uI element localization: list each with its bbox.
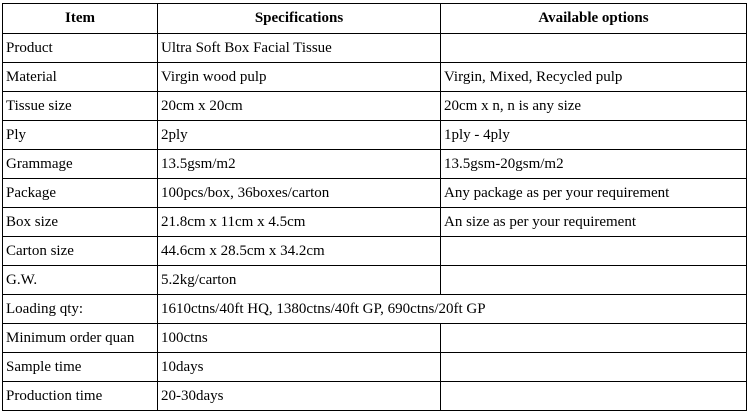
options-cell: [441, 353, 747, 382]
spec-cell: Ultra Soft Box Facial Tissue: [158, 34, 441, 63]
item-cell: Production time: [3, 382, 158, 411]
table-row: [3, 63, 747, 92]
options-cell: [441, 34, 747, 63]
header-row: [3, 4, 747, 34]
spec-cell: 100pcs/box, 36boxes/carton: [158, 179, 441, 208]
item-cell: Grammage: [3, 150, 158, 179]
spec-cell: 1610ctns/40ft HQ, 1380ctns/40ft GP, 690ctns/20ft GP: [158, 295, 747, 324]
header-item: Item: [3, 4, 158, 34]
spec-cell: 21.8cm x 11cm x 4.5cm: [158, 208, 441, 237]
options-cell: [441, 324, 747, 353]
spec-cell: 13.5gsm/m2: [158, 150, 441, 179]
item-cell: Product: [3, 34, 158, 63]
item-cell: Ply: [3, 121, 158, 150]
table-row: [3, 121, 747, 150]
spec-cell: 5.2kg/carton: [158, 266, 441, 295]
table-row: [3, 324, 747, 353]
options-cell: Virgin, Mixed, Recycled pulp: [441, 63, 747, 92]
item-cell: Box size: [3, 208, 158, 237]
item-cell: Package: [3, 179, 158, 208]
options-cell: 20cm x n, n is any size: [441, 92, 747, 121]
options-cell: [441, 237, 747, 266]
table-row: [3, 92, 747, 121]
item-cell: Loading qty:: [3, 295, 158, 324]
spec-cell: 44.6cm x 28.5cm x 34.2cm: [158, 237, 441, 266]
table-row: [3, 34, 747, 63]
options-cell: Any package as per your requirement: [441, 179, 747, 208]
options-cell: An size as per your requirement: [441, 208, 747, 237]
item-cell: Sample time: [3, 353, 158, 382]
table-row: [3, 179, 747, 208]
options-cell: 1ply - 4ply: [441, 121, 747, 150]
options-cell: [441, 266, 747, 295]
header-specifications: Specifications: [158, 4, 441, 34]
item-cell: Carton size: [3, 237, 158, 266]
table-row: [3, 295, 747, 324]
item-cell: Minimum order quan: [3, 324, 158, 353]
spec-cell: 20-30days: [158, 382, 441, 411]
spec-cell: Virgin wood pulp: [158, 63, 441, 92]
options-cell: 13.5gsm-20gsm/m2: [441, 150, 747, 179]
table-row: [3, 382, 747, 411]
table-row: [3, 150, 747, 179]
spec-cell: 2ply: [158, 121, 441, 150]
item-cell: G.W.: [3, 266, 158, 295]
table-row: [3, 353, 747, 382]
spec-cell: 20cm x 20cm: [158, 92, 441, 121]
table-row: [3, 266, 747, 295]
spec-cell: 10days: [158, 353, 441, 382]
header-available-options: Available options: [441, 4, 747, 34]
options-cell: [441, 382, 747, 411]
table-row: [3, 208, 747, 237]
table-row: [3, 237, 747, 266]
spec-table: [2, 3, 747, 411]
spec-cell: 100ctns: [158, 324, 441, 353]
item-cell: Material: [3, 63, 158, 92]
item-cell: Tissue size: [3, 92, 158, 121]
